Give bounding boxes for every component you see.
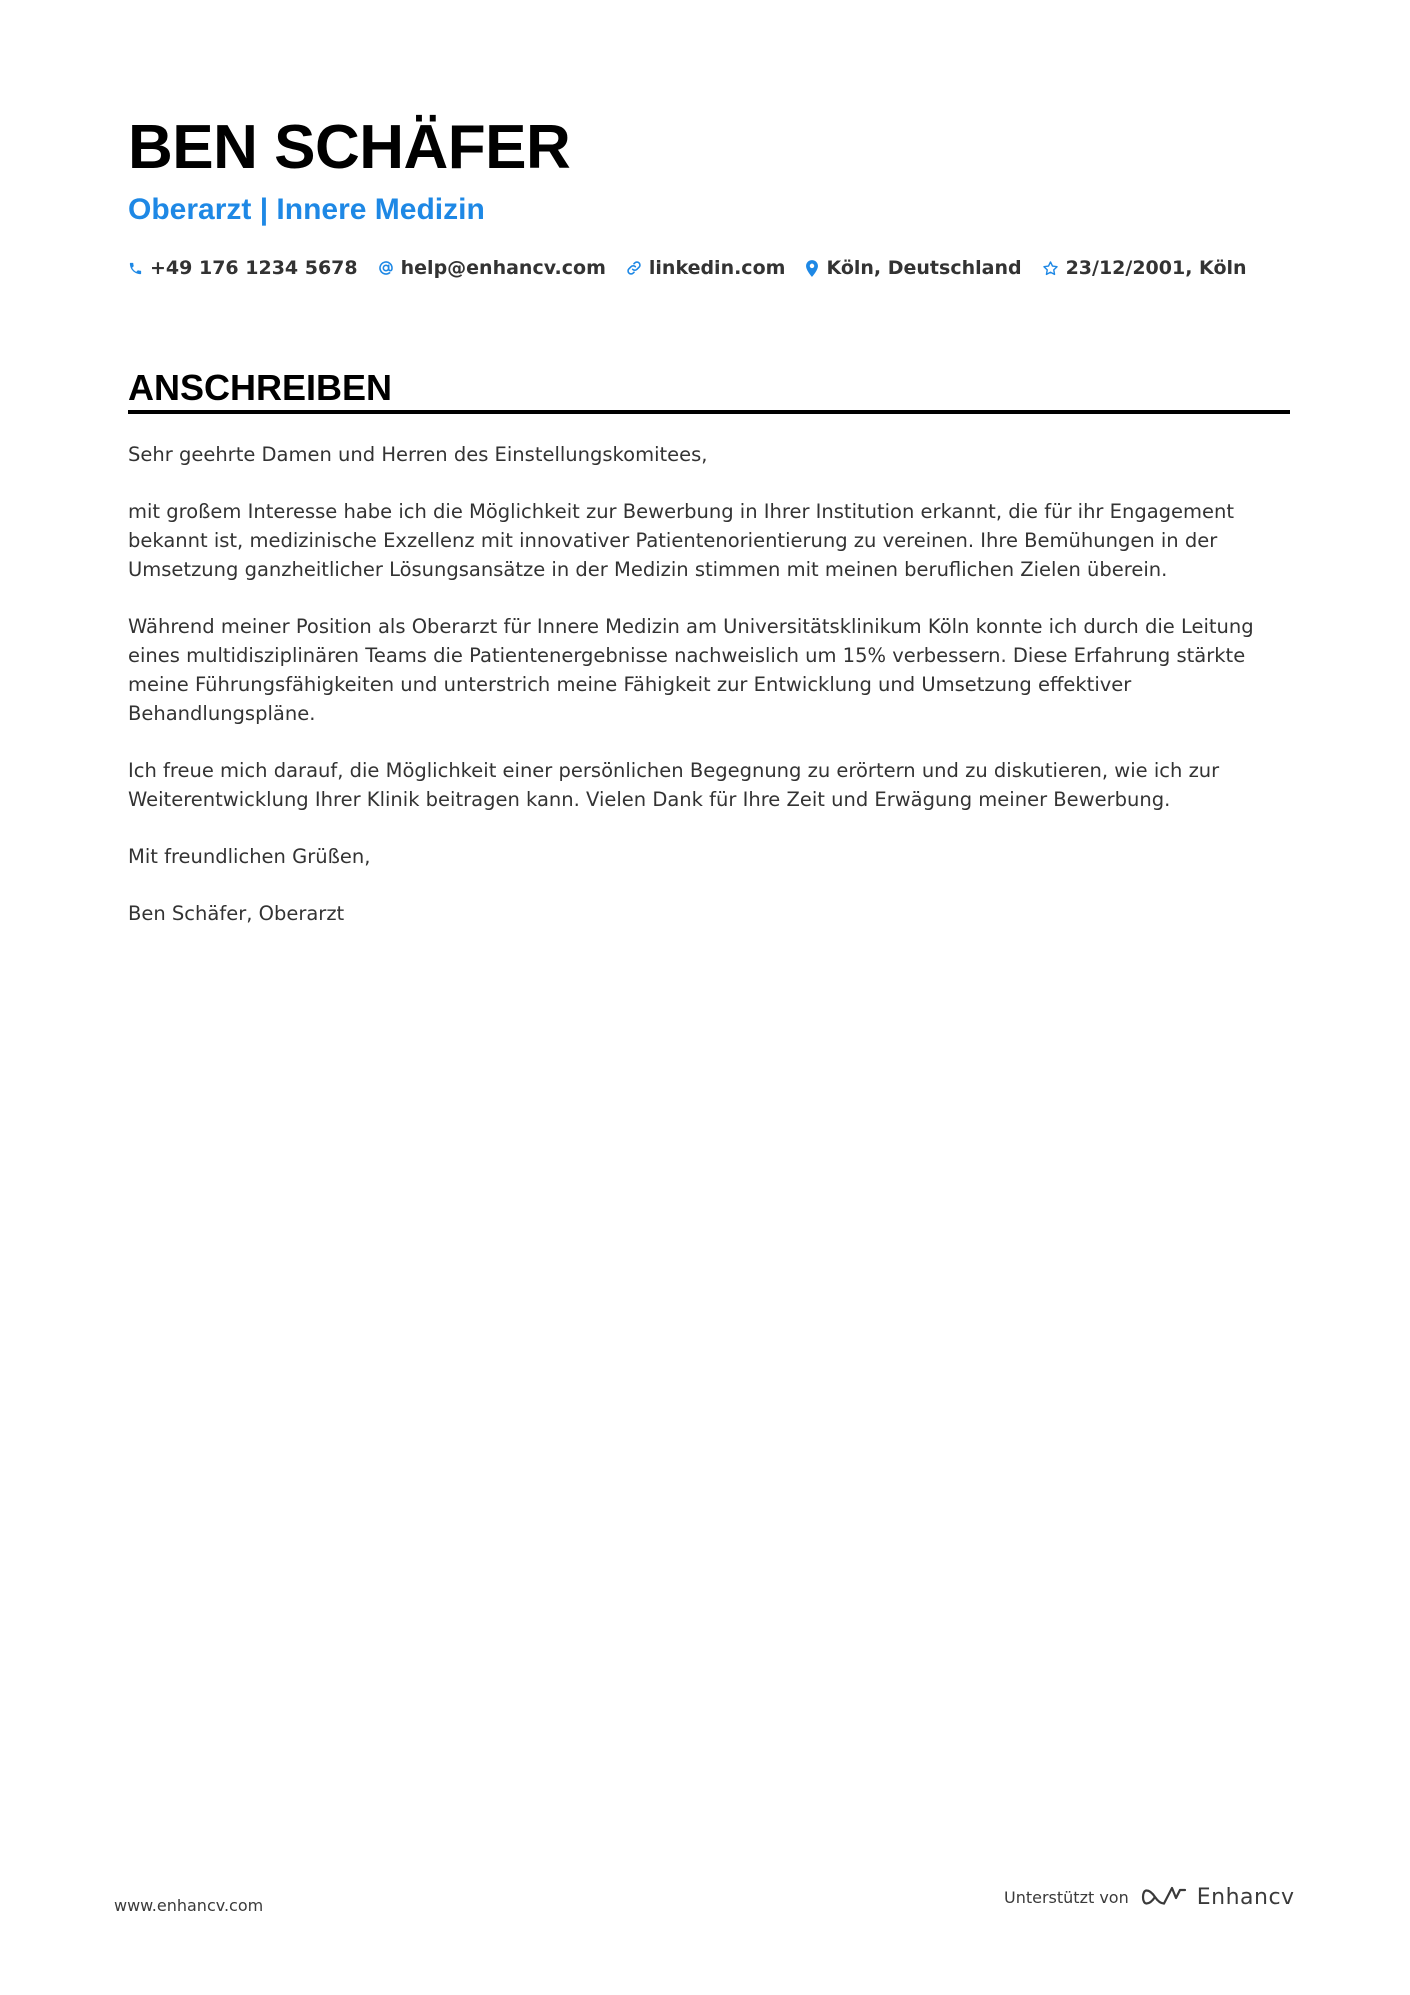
brand-name: Enhancv xyxy=(1196,1884,1295,1910)
letter-paragraph: mit großem Interesse habe ich die Möglichkeit zur Bewerbung in Ihrer Institution erkannt, die für ihr Engagement bekannt ist, medizinische Exzellenz mit innovativer Patientenorientierung zu vereinen. Ihre Bemühungen in der Umsetzung ganzheitlicher Lösungsansätze in der Medizin stimmen mit meinen beruflichen Zielen überein. xyxy=(128,500,1235,581)
footer-branding xyxy=(1004,1884,1295,1910)
applicant-name: BEN SCHÄFER xyxy=(128,113,571,182)
letter-salutation: Sehr geehrte Damen und Herren des Einstellungskomitees, xyxy=(128,443,708,466)
contact-linkedin[interactable] xyxy=(626,254,786,282)
section-divider xyxy=(128,410,1290,414)
contact-birth xyxy=(1042,254,1247,282)
location-text: Köln, Deutschland xyxy=(826,257,1022,279)
phone-text: +49 176 1234 5678 xyxy=(150,257,358,279)
letter-signature: Ben Schäfer, Oberarzt xyxy=(128,902,345,925)
contact-location xyxy=(805,254,1021,282)
at-icon xyxy=(378,260,394,276)
link-icon xyxy=(626,260,642,276)
location-pin-icon xyxy=(805,260,819,277)
contact-email[interactable] xyxy=(378,254,606,282)
section-title: ANSCHREIBEN xyxy=(128,367,393,408)
linkedin-text: linkedin.com xyxy=(648,257,786,279)
footer-website[interactable]: www.enhancv.com xyxy=(114,1896,264,1915)
enhancv-logo-icon xyxy=(1141,1884,1187,1910)
phone-icon xyxy=(128,261,143,276)
job-title: Oberarzt | Innere Medizin xyxy=(128,193,485,226)
contact-phone xyxy=(128,254,358,282)
letter-body xyxy=(128,440,1290,956)
birth-text: 23/12/2001, Köln xyxy=(1065,257,1247,279)
letter-closing: Mit freundlichen Grüßen, xyxy=(128,845,371,868)
email-text: help@enhancv.com xyxy=(400,257,606,279)
letter-paragraph: Während meiner Position als Oberarzt für Innere Medizin am Universitätsklinikum Köln konnte ich durch die Leitung eines multidisziplinären Teams die Patientenergebnisse nachweislich um 15% verbessern. Diese Erfahrung stärkte meine Führungsfähigkeiten und unterstrich meine Fähigkeit zur Entwicklung und Umsetzung effektiver Behandlungspläne. xyxy=(128,615,1254,725)
star-icon xyxy=(1042,260,1059,277)
powered-by-label: Unterstützt von xyxy=(1004,1887,1129,1907)
contact-bar xyxy=(128,254,1267,282)
letter-paragraph: Ich freue mich darauf, die Möglichkeit einer persönlichen Begegnung zu erörtern und zu diskutieren, wie ich zur Weiterentwicklung Ihrer Klinik beitragen kann. Vielen Dank für Ihre Zeit und Erwägung meiner Bewerbung. xyxy=(128,759,1220,811)
